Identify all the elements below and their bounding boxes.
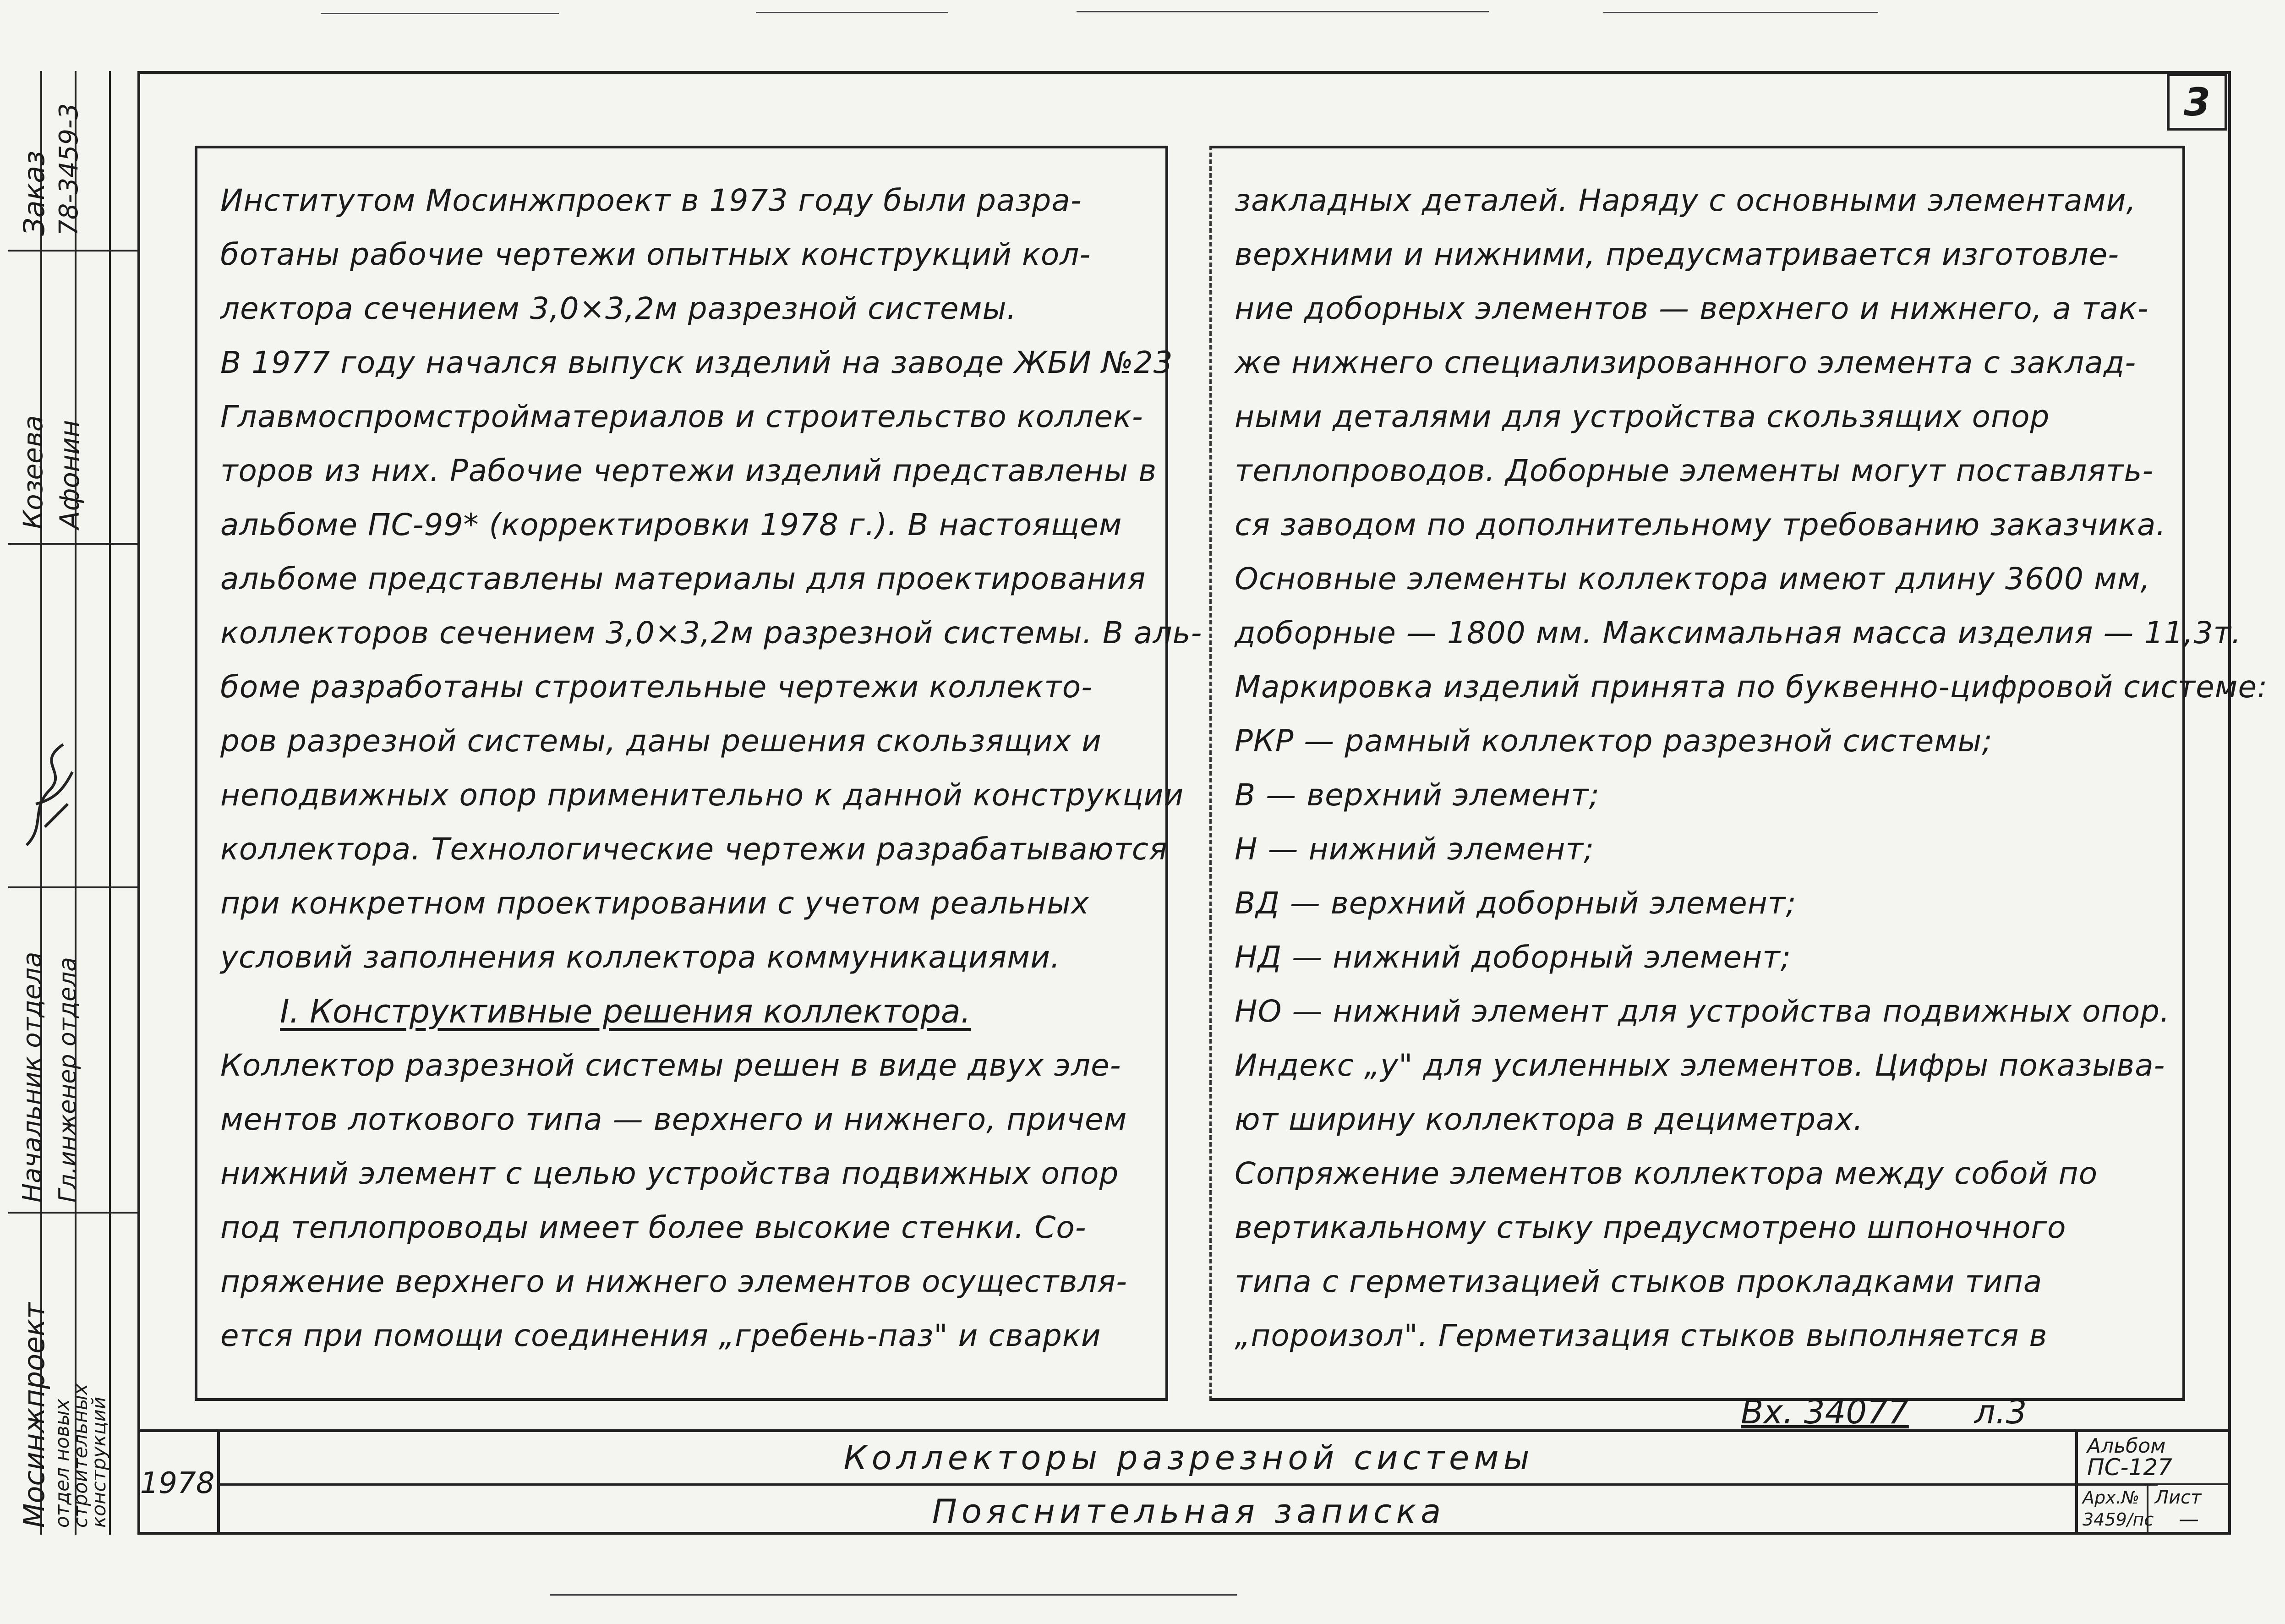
left-stamp (8, 71, 140, 1535)
marking-line: НО — нижний элемент для устройства подвижных опор. (1235, 994, 2170, 1029)
text-line: ется при помощи соединения „гребень-паз" и сварки (220, 1318, 1101, 1353)
marking-line: НД — нижний доборный элемент; (1235, 940, 1791, 975)
text-line: Основные элементы коллектора имеют длину 3600 мм, (1235, 561, 2151, 596)
text-line: при конкретном проектировании с учетом реальных (220, 886, 1090, 921)
text-line: пряжение верхнего и нижнего элементов осуществля- (220, 1264, 1127, 1299)
text-line: коллектора. Технологические чертежи разрабатываются (220, 831, 1168, 867)
text-column-left (195, 146, 1203, 1401)
text-line: Сопряжение элементов коллектора между собой по (1235, 1156, 2098, 1191)
text-line: ментов лоткового типа — верхнего и нижнего, причем (220, 1102, 1127, 1137)
text-line: доборные — 1800 мм. Максимальная масса изделия — 11,3т. (1235, 615, 2241, 651)
text-line: Индекс „у" для усиленных элементов. Цифры показыва- (1235, 1048, 2165, 1083)
role-1: Начальник отдела (17, 951, 47, 1203)
text-line: ся заводом по дополнительному требованию заказчика. (1235, 507, 2166, 542)
signer-1: Козеева (17, 415, 49, 529)
text-line: условий заполнения коллектора коммуникациями. (220, 940, 1061, 975)
sheet-value: — (2179, 1508, 2199, 1531)
text-line: „пороизол". Герметизация стыков выполняется в (1235, 1318, 2048, 1353)
text-line: теплопроводов. Доборные элементы могут поставлять- (1235, 453, 2154, 488)
stamp-divider (8, 250, 137, 252)
signer-2: Афонин (54, 420, 85, 529)
text-line: закладных деталей. Наряду с основными элементами, (1235, 183, 2137, 218)
marking-line: Н — нижний элемент; (1235, 831, 1595, 867)
text-line: торов из них. Рабочие чертежи изделий представлены в (220, 453, 1157, 488)
scan-mark (1077, 11, 1489, 12)
scan-mark (756, 12, 948, 13)
text-line: Институтом Мосинжпроект в 1973 году были разра- (220, 183, 1082, 218)
sheet-label: Лист (2155, 1487, 2202, 1508)
text-line: лектора сечением 3,0×3,2м разрезной системы. (220, 291, 1017, 326)
signature-image (17, 735, 82, 854)
sheet-number: 3 (2167, 73, 2227, 131)
text-line: нижний элемент с целью устройства подвижных опор (220, 1156, 1119, 1191)
stamp-divider (8, 886, 137, 888)
info-divider (2078, 1483, 2231, 1485)
order-number: 78-3459-3 (54, 103, 84, 236)
title-block-info (2075, 1432, 2231, 1535)
album-number: ПС-127 (2087, 1454, 2172, 1481)
department-name: отдел новых строительных конструкций (51, 1383, 110, 1528)
title-block (137, 1429, 2231, 1535)
marking-line: В — верхний элемент; (1235, 777, 1600, 813)
marking-line: РКР — рамный коллектор разрезной системы; (1235, 723, 1993, 759)
scan-mark (550, 1594, 1237, 1596)
text-line: ботаны рабочие чертежи опытных конструкций кол- (220, 237, 1091, 272)
incoming-registration (1741, 1393, 2027, 1431)
text-line: Главмоспромстройматериалов и строительство коллек- (220, 399, 1143, 434)
text-line: ют ширину коллектора в дециметрах. (1235, 1102, 1864, 1137)
text-line: верхними и нижними, предусматривается изготовле- (1235, 237, 2120, 272)
text-column-right (1209, 146, 2268, 1401)
title-year: 1978 (137, 1432, 220, 1535)
text-line: коллекторов сечением 3,0×3,2м разрезной системы. В аль- (220, 615, 1203, 651)
text-line: Коллектор разрезной системы решен в виде двух эле- (220, 1048, 1121, 1083)
text-line: под теплопроводы имеет более высокие стенки. Со- (220, 1210, 1087, 1245)
document-title: Коллекторы разрезной системы (843, 1438, 1534, 1477)
marking-line: ВД — верхний доборный элемент; (1235, 886, 1797, 921)
text-line: ными деталями для устройства скользящих опор (1235, 399, 2050, 434)
text-line: В 1977 году начался выпуск изделий на заводе ЖБИ №23 (220, 345, 1173, 380)
text-line: альбоме представлены материалы для проектирования (220, 561, 1146, 596)
text-line: неподвижных опор применительно к данной конструкции (220, 777, 1184, 813)
text-line: ние доборных элементов — верхнего и нижнего, а так- (1235, 291, 2149, 326)
role-2: Гл.инженер отдела (54, 957, 82, 1203)
scan-mark (321, 13, 559, 14)
incoming-sheet: л.3 (1974, 1393, 2027, 1431)
document-subtitle: Пояснительная записка (220, 1483, 2158, 1537)
archive-label: Арх.№ (2083, 1487, 2140, 1508)
incoming-number: Вх. 34077 (1741, 1393, 1909, 1431)
stamp-divider (8, 543, 137, 545)
section-heading: I. Конструктивные решения коллектора. (280, 993, 971, 1030)
stamp-divider (8, 1212, 137, 1214)
scan-mark (1603, 12, 1878, 13)
order-label: Заказ (17, 150, 51, 236)
text-line: ров разрезной системы, даны решения скользящих и (220, 723, 1102, 759)
text-line: же нижнего специализированного элемента с заклад- (1235, 345, 2137, 380)
album-label: Альбом (2087, 1434, 2166, 1458)
text-line: боме разработаны строительные чертежи коллекто- (220, 669, 1093, 705)
text-line: вертикальному стыку предусмотрено шпоночного (1235, 1210, 2066, 1245)
text-line: альбоме ПС-99* (корректировки 1978 г.). В настоящем (220, 507, 1122, 542)
text-line: Маркировка изделий принята по буквенно-цифровой системе: (1235, 669, 2268, 705)
text-line: типа с герметизацией стыков прокладками типа (1235, 1264, 2043, 1299)
organization-name: Мосинжпроект (17, 1302, 51, 1528)
archive-number: 3459/пс (2083, 1509, 2154, 1530)
